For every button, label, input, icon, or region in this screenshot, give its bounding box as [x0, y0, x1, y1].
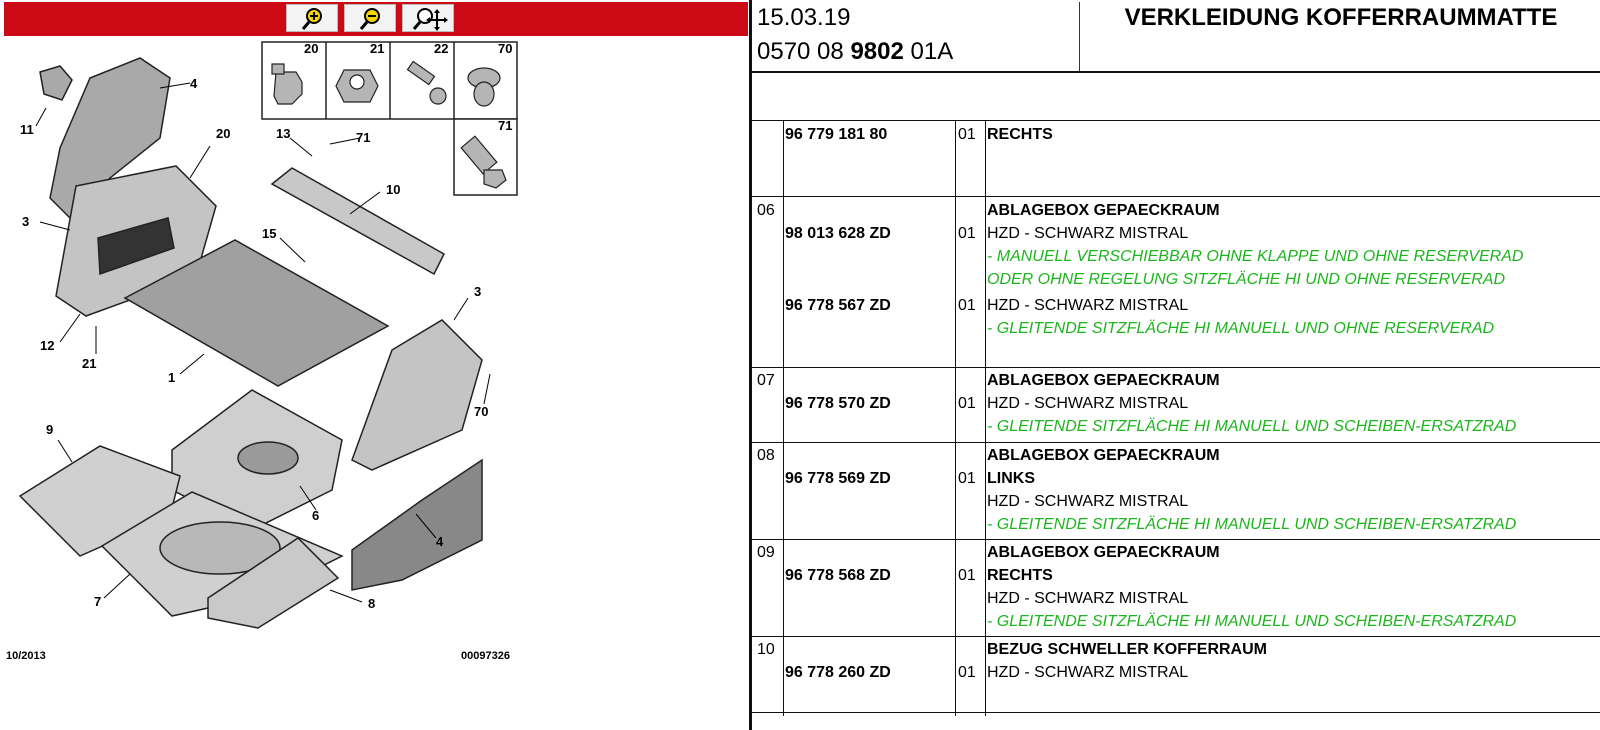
callout-label: 12: [40, 338, 55, 353]
part-number[interactable]: 96 778 567 ZD: [785, 297, 891, 314]
column-rule: [985, 121, 986, 716]
quantity: 01: [958, 395, 976, 412]
row-title: ABLAGEBOX GEPAECKRAUM: [987, 372, 1220, 389]
callout-label: 22: [434, 41, 449, 56]
zoom-in-button[interactable]: [286, 4, 338, 32]
header-date: 15.03.19: [757, 4, 851, 31]
side-label: RECHTS: [987, 567, 1053, 584]
header-rule: [752, 71, 1600, 73]
callout-label: 4: [190, 76, 198, 91]
zoom-out-icon: [345, 5, 397, 33]
description: HZD - SCHWARZ MISTRAL: [987, 664, 1189, 681]
part-3-right-panel: [352, 320, 482, 470]
callout-label: 71: [356, 130, 371, 145]
callout-label: 21: [82, 356, 97, 371]
quantity: 01: [958, 225, 976, 242]
row-rule: [752, 636, 1600, 637]
column-rule: [955, 121, 956, 716]
group-number: 08: [757, 447, 775, 464]
variant-note: ODER OHNE REGELUNG SITZFLÄCHE HI UND OHNE RESERVERAD: [987, 271, 1506, 288]
header-code-prefix: 0570 08: [757, 38, 844, 65]
zoom-toolbar: [4, 2, 748, 36]
header-code: [757, 38, 953, 66]
diagram-date: 10/2013: [6, 650, 46, 662]
diagram-pane: [0, 0, 750, 730]
callout-label: 15: [262, 226, 277, 241]
callout-label: 13: [276, 126, 291, 141]
callout-label: 71: [498, 118, 513, 133]
callout-label: 7: [94, 594, 102, 609]
description: HZD - SCHWARZ MISTRAL: [987, 395, 1189, 412]
variant-note: - GLEITENDE SITZFLÄCHE HI MANUELL UND OHNE RESERVERAD: [987, 320, 1495, 337]
row-title: ABLAGEBOX GEPAECKRAUM: [987, 544, 1220, 561]
zoom-pan-button[interactable]: [402, 4, 454, 32]
row-rule: [752, 712, 1600, 713]
callout-label: 8: [368, 596, 376, 611]
diagram-number: 00097326: [461, 650, 510, 662]
header-code-suffix: 01A: [910, 38, 954, 65]
callout-label: 11: [20, 122, 34, 137]
description: RECHTS: [987, 126, 1053, 143]
part-11: [40, 66, 72, 100]
callout-label: 1: [168, 370, 176, 385]
part-number[interactable]: 96 778 569 ZD: [785, 470, 891, 487]
zoom-pan-icon: [403, 5, 455, 33]
variant-note: - GLEITENDE SITZFLÄCHE HI MANUELL UND SCHEIBEN-ERSATZRAD: [987, 418, 1517, 435]
part-4-lower: [352, 460, 482, 590]
part-number[interactable]: 96 778 260 ZD: [785, 664, 891, 681]
group-number: 06: [757, 202, 775, 219]
side-label: LINKS: [987, 470, 1035, 487]
parts-list-pane: [752, 0, 1600, 730]
variant-note: - GLEITENDE SITZFLÄCHE HI MANUELL UND SCHEIBEN-ERSATZRAD: [987, 613, 1517, 630]
description: HZD - SCHWARZ MISTRAL: [987, 590, 1189, 607]
column-rule: [783, 121, 784, 716]
callout-label: 10: [386, 182, 401, 197]
row-rule: [752, 539, 1600, 540]
header-divider: [1079, 2, 1080, 72]
callout-label: 70: [474, 404, 489, 419]
page-title: VERKLEIDUNG KOFFERRAUMMATTE: [1124, 4, 1558, 31]
group-number: 10: [757, 641, 775, 658]
part-number[interactable]: 98 013 628 ZD: [785, 225, 891, 242]
variant-note: - GLEITENDE SITZFLÄCHE HI MANUELL UND SCHEIBEN-ERSATZRAD: [987, 516, 1517, 533]
callout-label: 20: [304, 41, 319, 56]
part-number[interactable]: 96 778 570 ZD: [785, 395, 891, 412]
description: HZD - SCHWARZ MISTRAL: [987, 493, 1189, 510]
quantity: 01: [958, 664, 976, 681]
callout-label: 9: [46, 422, 54, 437]
quantity: 01: [958, 567, 976, 584]
group-number: 09: [757, 544, 775, 561]
callout-label: 70: [498, 41, 513, 56]
row-title: ABLAGEBOX GEPAECKRAUM: [987, 202, 1220, 219]
row-title: ABLAGEBOX GEPAECKRAUM: [987, 447, 1220, 464]
callout-label: 6: [312, 508, 320, 523]
zoom-in-icon: [287, 5, 339, 33]
row-rule: [752, 196, 1600, 197]
description: HZD - SCHWARZ MISTRAL: [987, 225, 1189, 242]
quantity: 01: [958, 470, 976, 487]
callout-label: 4: [436, 534, 444, 549]
part-number[interactable]: 96 778 568 ZD: [785, 567, 891, 584]
part-10-beam: [272, 168, 444, 274]
header-code-bold: 9802: [850, 38, 904, 65]
variant-note: - MANUELL VERSCHIEBBAR OHNE KLAPPE UND OHNE RESERVERAD: [987, 248, 1524, 265]
quantity: 01: [958, 297, 976, 314]
row-title: BEZUG SCHWELLER KOFFERRAUM: [987, 641, 1267, 658]
description: HZD - SCHWARZ MISTRAL: [987, 297, 1189, 314]
exploded-parts-diagram: [0, 38, 740, 718]
group-number: 07: [757, 372, 775, 389]
part-number[interactable]: 96 779 181 80: [785, 126, 888, 143]
callout-label: 3: [22, 214, 30, 229]
row-rule: [752, 367, 1600, 368]
callout-label: 21: [370, 41, 385, 56]
zoom-out-button[interactable]: [344, 4, 396, 32]
callout-label: 3: [474, 284, 482, 299]
row-rule: [752, 442, 1600, 443]
callout-label: 20: [216, 126, 231, 141]
quantity: 01: [958, 126, 976, 143]
row-rule: [752, 120, 1600, 121]
